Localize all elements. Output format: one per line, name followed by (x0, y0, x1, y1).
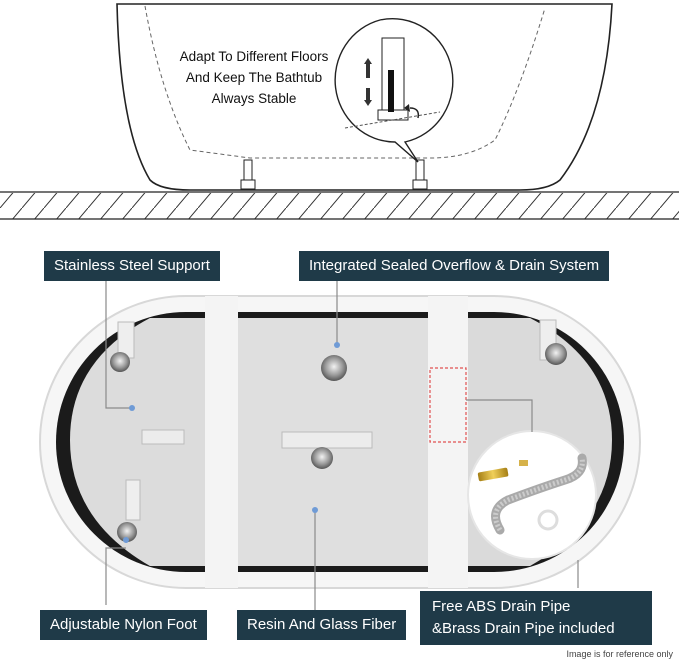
marker-dot (123, 537, 129, 543)
drain-pipe-inset (468, 431, 596, 559)
drain-pipe-line-2: &Brass Drain Pipe included (432, 620, 615, 637)
label-overflow-drain-system: Integrated Sealed Overflow & Drain System (299, 251, 609, 281)
reference-note: Image is for reference only (566, 649, 673, 659)
callout-line-3: Always Stable (211, 91, 297, 106)
floor (0, 192, 679, 219)
callout-line-2: And Keep The Bathtub (185, 70, 323, 85)
marker-dot (129, 405, 135, 411)
drain-pipe-line-1: Free ABS Drain Pipe (432, 598, 571, 615)
label-stainless-steel-support: Stainless Steel Support (44, 251, 220, 281)
marker-dot (334, 342, 340, 348)
label-adjustable-nylon-foot: Adjustable Nylon Foot (40, 610, 207, 640)
callout-line-1: Adapt To Different Floors (179, 49, 329, 64)
label-resin-glass-fiber: Resin And Glass Fiber (237, 610, 406, 640)
marker-dot (312, 507, 318, 513)
label-drain-pipe (420, 591, 652, 645)
floor-adapt-callout (156, 46, 352, 109)
